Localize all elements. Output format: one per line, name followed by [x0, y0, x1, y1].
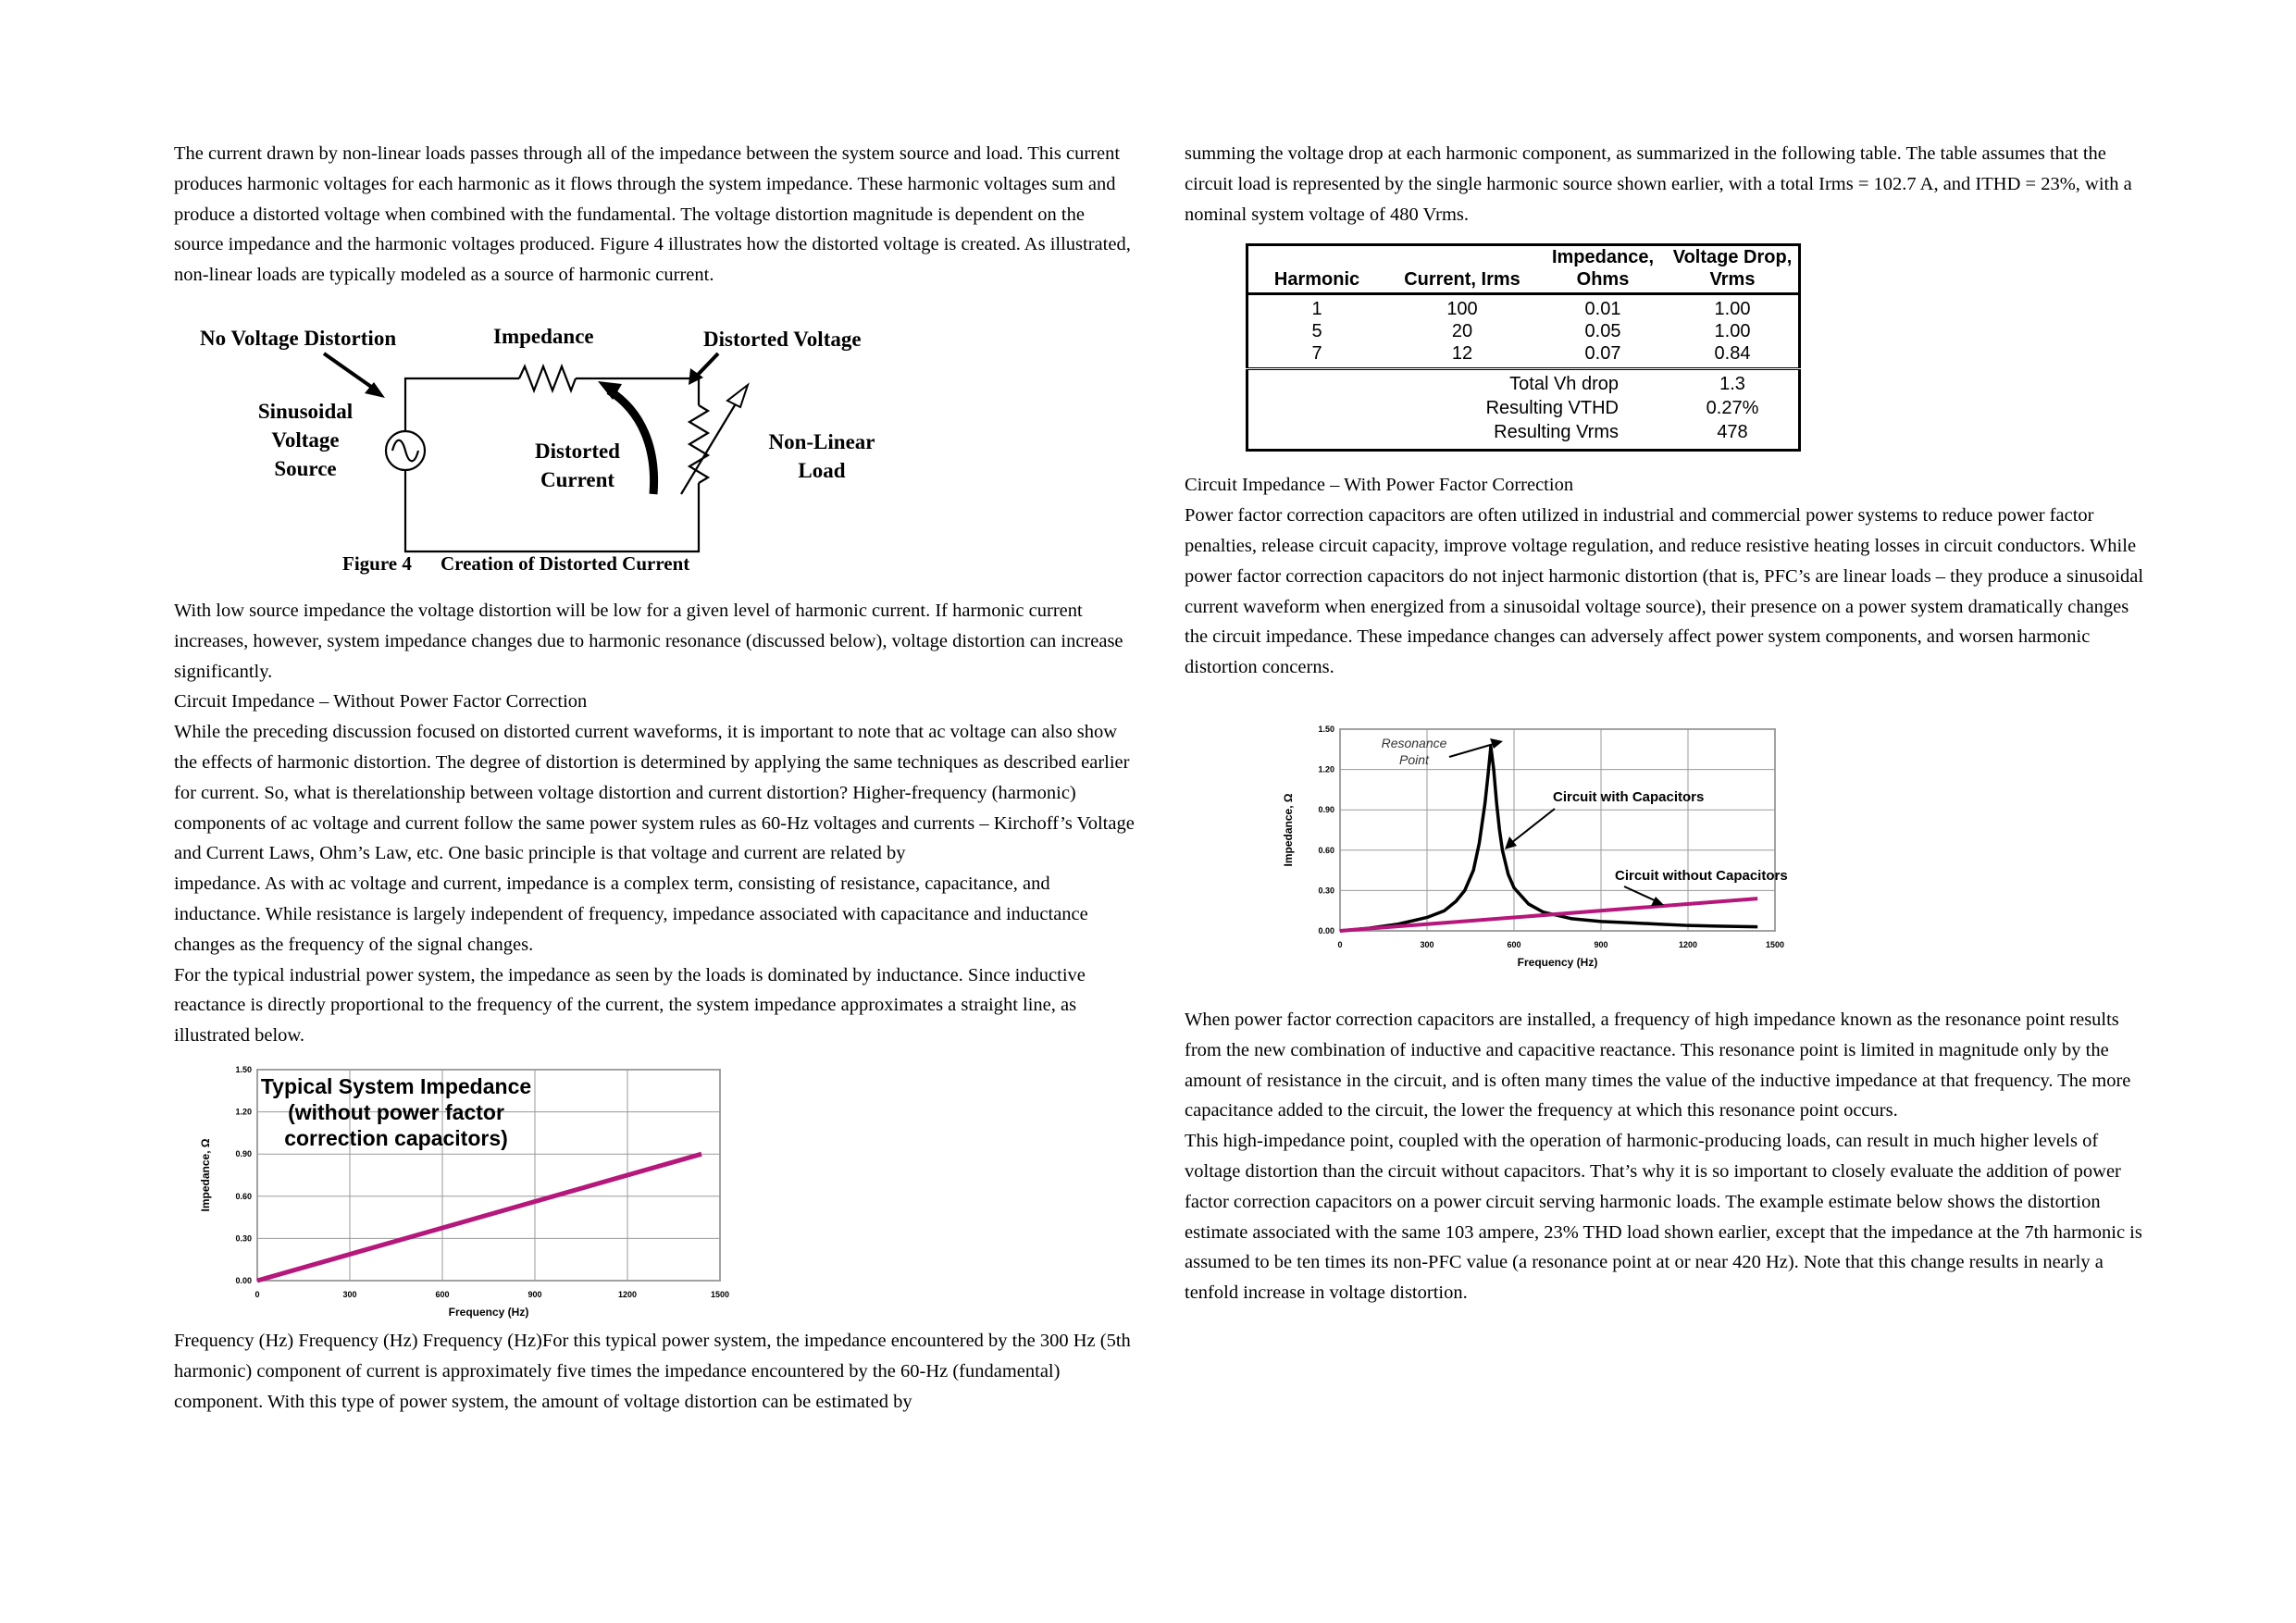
y-axis-label: Impedance, Ω [1282, 793, 1295, 867]
y-tick-label: 0.90 [235, 1149, 252, 1159]
x-tick-label: 300 [342, 1289, 357, 1299]
label-distorted-voltage: Distorted Voltage [703, 327, 862, 351]
annotation-resonance: Point [1399, 751, 1429, 767]
annotation-resonance: Resonance [1381, 735, 1447, 750]
annotation-without-capacitors: Circuit without Capacitors [1615, 867, 1788, 884]
paragraph: The current drawn by non-linear loads passes through all of the impedance between the system source and load. This current produces harmonic voltages for each harmonic as it flows through the system impedance. These harmonic voltages sum and produce a distorted voltage when combined with the fundamental. The voltage distortion magnitude is dependent on the source impedance and the harmonic voltages produced. Figure 4 illustrates how the distorted voltage is created. As illustrated, non-linear loads are typically modeled as a source of harmonic current. [174, 143, 1131, 286]
paragraph: While the preceding discussion focused on distorted current waveforms, it is important to note that ac voltage can also show the effects of harmonic distortion. The degree of distortion is determined by applying the same techniques as described earlier for current. So, what is therelationship between voltage distortion and current distortion? Higher-frequency (harmonic) components of ac voltage and current follow the same power system rules as 60-Hz voltages and currents – Kirchoff’s Voltage and Current Laws, Ohm’s Law, etc. One basic principle is that voltage and current are related by [174, 722, 1135, 864]
table-cell: 0.01 [1584, 299, 1621, 320]
y-tick-label: 1.20 [1318, 764, 1334, 774]
table-row [1247, 320, 1800, 342]
table-cell: 7 [1311, 343, 1322, 365]
chart-title: Typical System Impedance [260, 1073, 532, 1098]
section-heading: Circuit Impedance – Without Power Factor Correction [174, 691, 588, 712]
section-heading: Circuit Impedance – With Power Factor Correction [1185, 475, 1574, 496]
table-header: Harmonic [1273, 269, 1360, 291]
x-tick-label: 600 [435, 1289, 450, 1299]
harmonic-table [1246, 243, 1801, 452]
table-row [1247, 342, 1800, 369]
label-load-2: Load [798, 458, 846, 482]
summary-row [1247, 396, 1800, 420]
table-header: Current, Irms [1404, 269, 1520, 291]
label-current-2: Current [540, 467, 615, 491]
y-axis-label: Impedance, Ω [199, 1138, 212, 1212]
table-cell: 20 [1451, 321, 1473, 342]
y-tick-label: 0.90 [1318, 805, 1334, 815]
right-column [1185, 139, 2147, 1308]
y-tick-label: 0.30 [1318, 886, 1334, 896]
x-tick-label: 1500 [1765, 939, 1785, 949]
x-tick-label: 1200 [617, 1289, 638, 1299]
paragraph: This high-impedance point, coupled with the operation of harmonic-producing loads, can result in much higher levels of voltage distortion than the circuit without capacitors. That’s why it is so important to closely evaluate the addition of power factor correction capacitors on a power circuit serving harmonic loads. The example estimate below shows the distortion estimate associated with the same 103 ampere, 23% THD load shown earlier, except that the impedance at the 7th harmonic is assumed to be ten times its non-PFC value (a resonance point at or near 420 Hz). Note that this change results in nearly a tenfold increase in voltage distortion. [1185, 1131, 2142, 1304]
chart-title: (without power factor [288, 1099, 504, 1124]
summary-label: Total Vh drop [1509, 374, 1619, 395]
x-tick-label: 600 [1507, 939, 1521, 949]
figure-caption-number: Figure 4 [342, 551, 412, 575]
summary-value: 0.27% [1706, 398, 1759, 419]
table-cell: 12 [1451, 343, 1473, 365]
paragraph: Power factor correction capacitors are often utilized in industrial and commercial power systems to reduce power factor penalties, release circuit capacity, improve voltage regulation, and reduce resistive heating losses in circuit conductors. While power factor correction capacitors do not inject harmonic distortion (that is, PFC’s are linear loads – they produce a sinusoidal current waveform when energized from a sinusoidal voltage source), their presence on a power system dramatically changes the circuit impedance. These impedance changes can adversely affect power system components, and worsen harmonic distortion concerns. [1185, 505, 2144, 678]
table-cell: 1 [1311, 299, 1322, 320]
label-no-voltage-distortion: No Voltage Distortion [200, 326, 397, 350]
typical-impedance-chart [199, 1059, 730, 1322]
summary-row [1247, 369, 1800, 397]
x-tick-label: 1200 [1678, 939, 1698, 949]
table-cell: 1.00 [1714, 321, 1751, 342]
label-impedance: Impedance [493, 324, 594, 348]
table-cell: 0.07 [1584, 343, 1621, 365]
label-source-1: Sinusoidal [257, 399, 354, 423]
label-source-3: Source [274, 456, 337, 480]
paragraph: impedance. As with ac voltage and current, impedance is a complex term, consisting of resistance, capacitance, and inductance. While resistance is largely independent of frequency, impedance associated with capacitance and inductance changes as the frequency of the signal changes. [174, 873, 1088, 955]
paragraph: With low source impedance the voltage distortion will be low for a given level of harmonic current. If harmonic current increases, however, system impedance changes due to harmonic resonance (discussed below), voltage distortion can increase significantly. [174, 600, 1123, 682]
paragraph: For the typical industrial power system, the impedance as seen by the loads is dominated by inductance. Since inductive reactance is directly proportional to the frequency of the current, the system impedance approximates a straight line, as illustrated below. [174, 964, 1086, 1047]
table-cell: 5 [1311, 321, 1322, 342]
annotation-with-capacitors: Circuit with Capacitors [1553, 788, 1705, 805]
y-tick-label: 1.20 [235, 1107, 252, 1117]
y-tick-label: 0.00 [1318, 925, 1334, 935]
label-load-1: Non-Linear [768, 429, 875, 453]
table-row [1247, 294, 1800, 321]
table-cell: 0.84 [1714, 343, 1751, 365]
resistor-zigzag [519, 366, 576, 390]
paragraph: summing the voltage drop at each harmonic component, as summarized in the following table. The table assumes that the circuit load is represented by the single harmonic source shown earlier, with a total Irms = 102.7 A, and ITHD = 23%, with a nominal system voltage of 480 Vrms. [1185, 143, 2132, 225]
x-tick-label: 900 [1594, 939, 1608, 949]
x-tick-label: 900 [527, 1289, 542, 1299]
y-tick-label: 0.00 [235, 1275, 252, 1285]
load-arrow-head [727, 385, 748, 407]
figure-caption-text: Creation of Distorted Current [441, 551, 690, 575]
left-column [174, 139, 1136, 1417]
summary-row [1247, 420, 1800, 451]
table-header: Voltage Drop, Vrms [1672, 247, 1793, 291]
summary-value: 1.3 [1719, 374, 1745, 395]
chart-title: correction capacitors) [284, 1125, 508, 1150]
x-tick-label: 0 [1337, 939, 1343, 949]
table-cell: 1.00 [1714, 299, 1751, 320]
y-tick-label: 0.60 [235, 1191, 252, 1201]
label-current-1: Distorted [535, 439, 620, 463]
summary-label: Resulting VTHD [1485, 398, 1619, 419]
summary-value: 478 [1717, 422, 1748, 443]
y-tick-label: 1.50 [1318, 724, 1334, 734]
table-cell: 0.05 [1584, 321, 1621, 342]
paragraph: When power factor correction capacitors are installed, a frequency of high impedance known as the resonance point results from the new combination of inductive and capacitive reactance. This resonance point is limited in magnitude only by the amount of resistance in the circuit, and is often many times the value of the inductive impedance at that frequency. The more capacitance added to the circuit, the lower the frequency at which this resonance point occurs. [1185, 1009, 2131, 1121]
y-tick-label: 1.50 [235, 1064, 252, 1074]
y-tick-label: 0.60 [1318, 845, 1334, 855]
x-tick-label: 300 [1420, 939, 1434, 949]
table-header: Impedance, Ohms [1551, 247, 1655, 291]
paragraph: Frequency (Hz) Frequency (Hz) Frequency (Hz)For this typical power system, the impedance encountered by the 300 Hz (5th harmonic) component of current is approximately five times the impedance encountered by the 60-Hz (fundamental) component. With this type of power system, the amount of voltage distortion can be estimated by [174, 1330, 1131, 1412]
x-tick-label: 0 [254, 1289, 260, 1299]
figure-4-diagram [174, 309, 914, 596]
load-zigzag [689, 405, 708, 483]
x-axis-label: Frequency (Hz) [1517, 955, 1598, 969]
label-source-2: Voltage [271, 427, 340, 452]
resonance-impedance-chart [1277, 718, 1795, 986]
y-tick-label: 0.30 [235, 1233, 252, 1244]
x-tick-label: 1500 [710, 1289, 730, 1299]
x-axis-label: Frequency (Hz) [448, 1305, 529, 1319]
table-cell: 100 [1446, 299, 1478, 320]
summary-label: Resulting Vrms [1494, 422, 1619, 443]
